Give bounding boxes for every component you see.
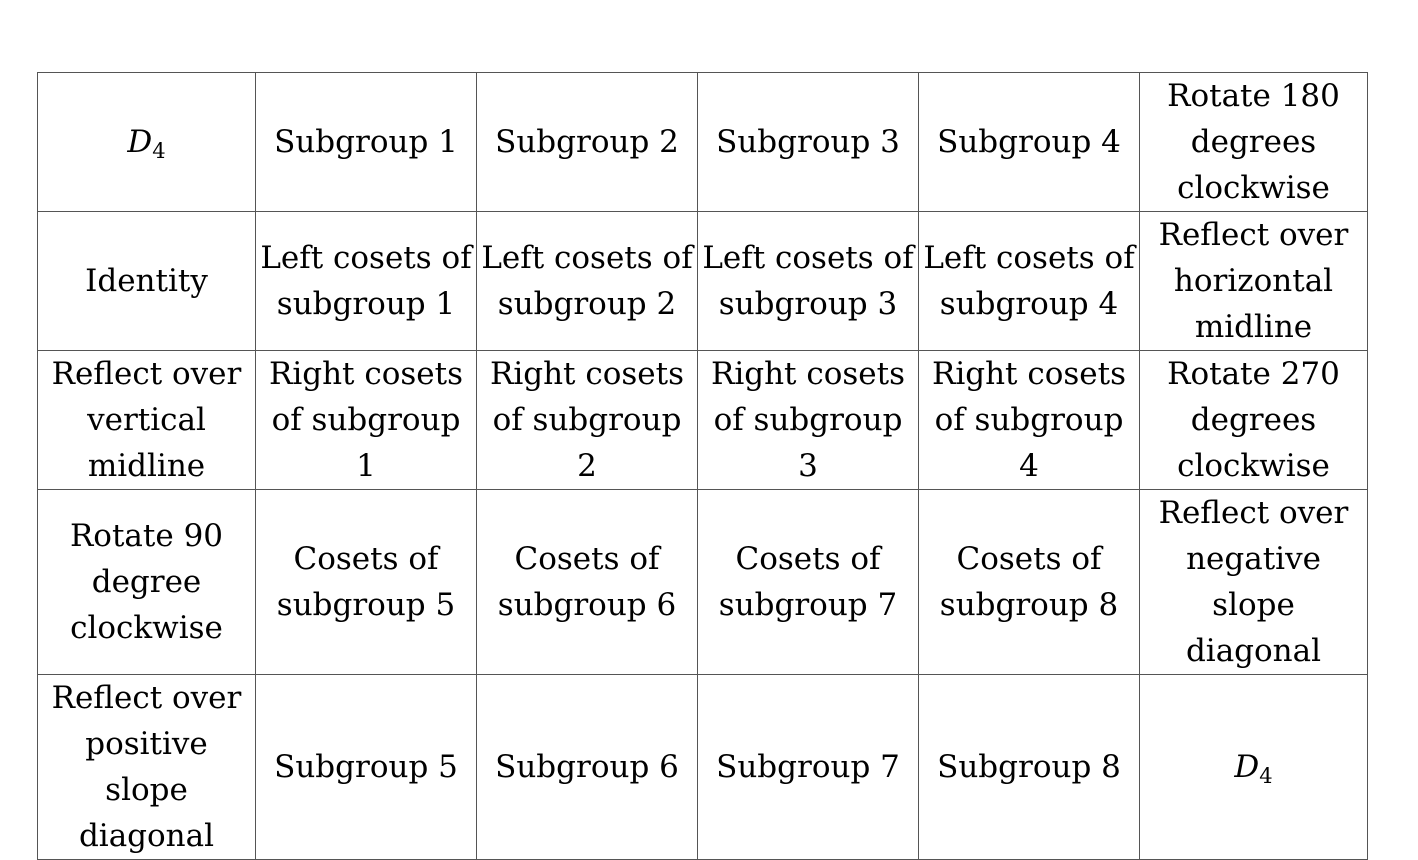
cell-text-line: Subgroup 8 [937,749,1121,785]
cell-text-line: vertical [87,402,206,438]
table-cell [698,73,919,212]
table-cell [256,212,477,351]
cell-text-line: of subgroup 2 [492,402,682,484]
table-cell [1140,490,1368,675]
cell-text-line: Left cosets of [260,240,472,276]
cell-text-line: midline [1194,309,1313,345]
table-cell [38,212,256,351]
table-cell [1140,212,1368,351]
table-cell [1140,351,1368,490]
cell-text-line: Reflect over [51,356,242,392]
table-row [38,73,1368,212]
cell-text-line: Left cosets of [702,240,914,276]
cell-text-line: degrees [1190,402,1317,438]
table-row [38,212,1368,351]
cell-text-line: clockwise [70,610,223,646]
cell-text-line: Subgroup 7 [716,749,900,785]
cell-text-line: Rotate 90 [69,518,224,554]
table-cell [919,490,1140,675]
cell-text-line: Rotate 180 [1167,78,1340,114]
table-cell [919,351,1140,490]
table-cell [256,490,477,675]
cell-text-line: subgroup 4 [939,286,1119,322]
table-row [38,351,1368,490]
math-subscript: 4 [1259,764,1273,788]
table-cell [38,490,256,675]
cell-text-line: Rotate 270 [1167,356,1340,392]
cell-text-line: subgroup 7 [718,587,898,623]
table-row [38,490,1368,675]
cell-text-line: Right cosets [710,356,906,392]
cell-text-line: diagonal [78,818,215,854]
table-cell [256,675,477,860]
cell-text-line: degree [91,564,202,600]
table-cell [1140,73,1368,212]
cell-text-line: Reflect over [51,680,242,716]
math-symbol [1234,749,1273,788]
math-base: D [1234,749,1260,785]
cell-text-line: Cosets of [956,541,1102,577]
table-cell [256,73,477,212]
cell-text-line: degrees [1190,124,1317,160]
cell-text-line: Identity [85,263,208,299]
cell-text-line: subgroup 6 [497,587,677,623]
cell-text-line: of subgroup 3 [713,402,903,484]
cell-text-line: Subgroup 4 [937,124,1121,160]
group-table [37,72,1368,860]
table-cell [477,675,698,860]
cell-text-line: Subgroup 5 [274,749,458,785]
cell-text-line: Subgroup 3 [716,124,900,160]
cell-text-line: Left cosets of [923,240,1135,276]
cell-text-line: Reflect over [1158,217,1349,253]
group-table-body [38,73,1368,860]
table-cell [698,675,919,860]
table-cell [38,351,256,490]
table-row [38,675,1368,860]
table-cell [38,675,256,860]
table-cell [698,212,919,351]
cell-text-line: Reflect over [1158,495,1349,531]
cell-text-line: Subgroup 2 [495,124,679,160]
cell-text-line: horizontal [1173,263,1334,299]
table-cell [477,490,698,675]
cell-text-line: subgroup 3 [718,286,898,322]
math-base: D [127,124,153,160]
cell-text-line: diagonal [1185,633,1322,669]
table-cell [919,675,1140,860]
cell-text-line: Right cosets [489,356,685,392]
cell-text-line: positive slope [85,726,208,808]
table-cell [919,73,1140,212]
table-cell [919,212,1140,351]
cell-text-line: Right cosets [931,356,1127,392]
math-symbol [127,124,166,163]
table-cell [38,73,256,212]
table-cell [698,490,919,675]
cell-text-line: subgroup 2 [497,286,677,322]
cell-text-line: of subgroup 4 [934,402,1124,484]
table-cell [256,351,477,490]
cell-text-line: clockwise [1177,170,1330,206]
cell-text-line: negative slope [1186,541,1321,623]
cell-text-line: subgroup 8 [939,587,1119,623]
table-cell [477,351,698,490]
table-cell [698,351,919,490]
cell-text-line: subgroup 5 [276,587,456,623]
cell-text-line: of subgroup 1 [271,402,461,484]
cell-text-line: Cosets of [735,541,881,577]
table-cell [477,73,698,212]
cell-text-line: Cosets of [514,541,660,577]
cell-text-line: clockwise [1177,448,1330,484]
table-cell [477,212,698,351]
math-subscript: 4 [152,139,166,163]
cell-text-line: midline [87,448,206,484]
cell-text-line: Right cosets [268,356,464,392]
table-cell [1140,675,1368,860]
cell-text-line: Cosets of [293,541,439,577]
cell-text-line: Left cosets of [481,240,693,276]
cell-text-line: subgroup 1 [276,286,456,322]
cell-text-line: Subgroup 1 [274,124,458,160]
cell-text-line: Subgroup 6 [495,749,679,785]
